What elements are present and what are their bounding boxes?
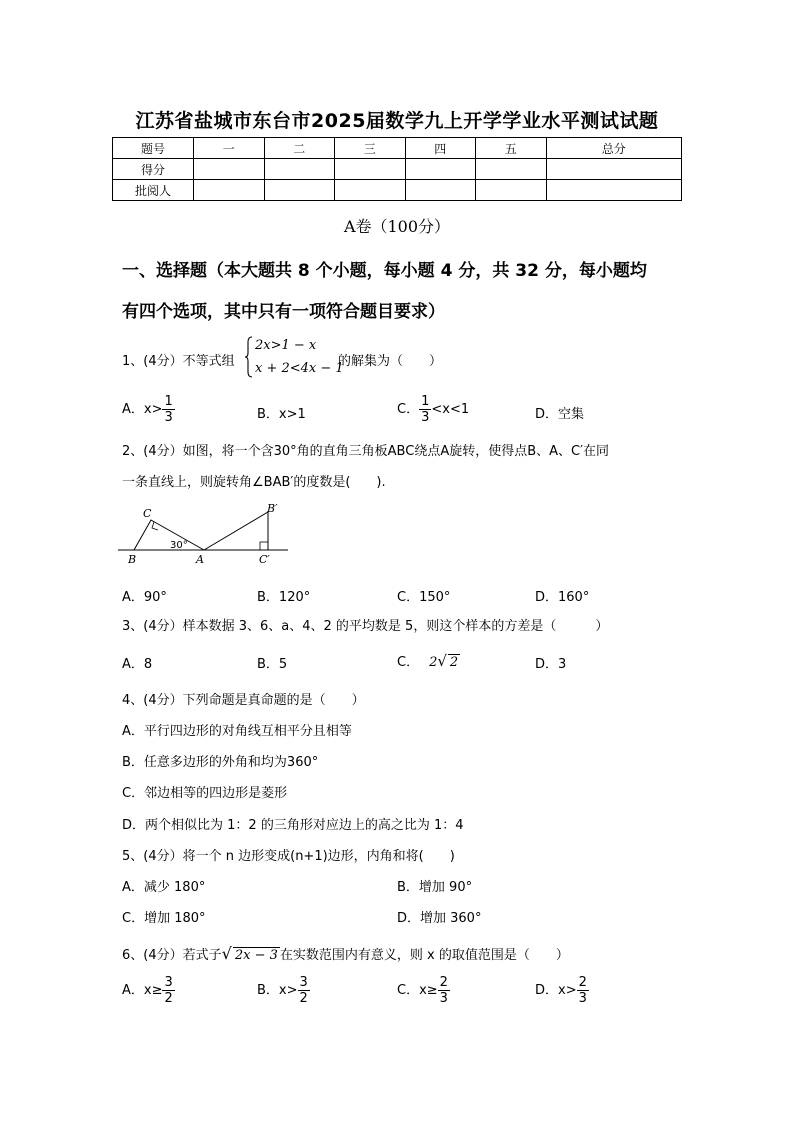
option-a[interactable] <box>122 394 175 425</box>
option-d[interactable] <box>535 975 589 1006</box>
part-heading-line1: 一、选择题（本大题共 8 个小题，每小题 4 分，共 32 分，每小题均 <box>122 261 647 281</box>
option-label: C．x≥ <box>397 983 438 998</box>
option-b[interactable]: B．增加 90° <box>397 880 473 895</box>
denominator: 3 <box>578 991 587 1006</box>
numerator: 2 <box>439 975 448 990</box>
fraction <box>298 975 310 1006</box>
table-cell <box>405 180 476 201</box>
option-a[interactable]: A．90° <box>122 590 167 605</box>
fraction <box>162 394 174 425</box>
triangle-rotation-figure <box>118 500 293 570</box>
option-b[interactable] <box>257 975 310 1006</box>
page-title: 江苏省盐城市东台市2025届数学九上开学学业水平测试试题 <box>135 110 659 132</box>
table-cell: 一 <box>194 138 265 159</box>
option-label: C． <box>397 655 420 670</box>
option-label: B．x> <box>257 983 298 998</box>
table-cell <box>546 159 682 180</box>
option-c[interactable] <box>397 651 460 670</box>
option-label: D．x> <box>535 983 577 998</box>
label-a: A <box>196 553 204 566</box>
table-row <box>113 138 682 159</box>
option-text: <x<1 <box>431 402 470 417</box>
question-2-line1: 2、(4分）如图，将一个含30°角的直角三角板ABC绕点A旋转，使得点B、A、C′在同 <box>122 444 610 459</box>
denominator: 2 <box>164 991 173 1006</box>
table-cell: 批阅人 <box>113 180 194 201</box>
option-c[interactable]: C．邻边相等的四边形是菱形 <box>122 786 288 801</box>
question-6-prefix: 6、(4分）若式子 <box>122 948 222 963</box>
option-b[interactable]: B．x>1 <box>257 407 306 422</box>
coefficient: 2 <box>429 655 438 670</box>
question-1-inequality-1: 2x>1 − x <box>255 338 317 353</box>
radical-icon: √ <box>221 944 232 963</box>
denominator: 3 <box>164 410 173 425</box>
option-b[interactable]: B．任意多边形的外角和均为360° <box>122 755 319 770</box>
table-cell <box>194 159 265 180</box>
table-cell: 五 <box>476 138 547 159</box>
question-5: 5、(4分）将一个 n 边形变成(n+1)边形，内角和将( ) <box>122 849 455 864</box>
table-cell <box>264 180 335 201</box>
numerator: 2 <box>578 975 587 990</box>
table-cell: 题号 <box>113 138 194 159</box>
option-a[interactable]: A．减少 180° <box>122 880 206 895</box>
table-cell: 得分 <box>113 159 194 180</box>
numerator: 1 <box>164 394 173 409</box>
option-d[interactable]: D．空集 <box>535 407 585 422</box>
denominator: 2 <box>299 991 308 1006</box>
option-a[interactable]: A．平行四边形的对角线互相平分且相等 <box>122 724 352 739</box>
fraction <box>162 975 174 1006</box>
table-cell <box>335 159 406 180</box>
table-cell <box>264 159 335 180</box>
section-heading: A卷（100分） <box>343 217 451 236</box>
part-heading-line2: 有四个选项，其中只有一项符合题目要求） <box>122 302 445 322</box>
table-cell <box>546 180 682 201</box>
option-c[interactable] <box>397 975 450 1006</box>
option-a[interactable] <box>122 975 175 1006</box>
score-table <box>112 137 682 201</box>
table-cell: 三 <box>335 138 406 159</box>
option-b[interactable]: B．5 <box>257 657 288 672</box>
angle-label: 30° <box>170 540 188 551</box>
fraction <box>419 394 431 425</box>
label-c-prime: C′ <box>259 553 270 566</box>
table-cell <box>476 180 547 201</box>
option-b[interactable]: B．120° <box>257 590 311 605</box>
question-4: 4、(4分）下列命题是真命题的是（ ） <box>122 693 365 708</box>
question-2-line2: 一条直线上，则旋转角∠BAB′的度数是( ). <box>122 475 386 490</box>
numerator: 3 <box>164 975 173 990</box>
table-cell <box>476 159 547 180</box>
option-a[interactable]: A．8 <box>122 657 153 672</box>
option-d[interactable]: D．增加 360° <box>397 911 482 926</box>
table-row <box>113 180 682 201</box>
table-row <box>113 159 682 180</box>
table-cell <box>194 180 265 201</box>
option-label: A．x≥ <box>122 983 163 998</box>
option-d[interactable]: D．3 <box>535 657 567 672</box>
option-c[interactable] <box>397 394 469 425</box>
numerator: 3 <box>299 975 308 990</box>
option-label: A．x> <box>122 402 163 417</box>
table-cell: 四 <box>405 138 476 159</box>
table-cell: 二 <box>264 138 335 159</box>
option-c[interactable]: C．增加 180° <box>122 911 206 926</box>
fraction <box>438 975 450 1006</box>
label-b-prime: B′ <box>267 502 278 515</box>
numerator: 1 <box>421 394 430 409</box>
option-c[interactable]: C．150° <box>397 590 451 605</box>
radicand: 2 <box>449 655 459 670</box>
radical-icon: √ <box>437 652 447 670</box>
fraction <box>577 975 589 1006</box>
denominator: 3 <box>439 991 448 1006</box>
table-cell <box>405 159 476 180</box>
question-1-prefix: 1、(4分）不等式组 <box>122 354 235 369</box>
label-b: B <box>128 553 137 566</box>
question-3: 3、(4分）样本数据 3、6、a、4、2 的平均数是 5，则这个样本的方差是（ ） <box>122 619 609 634</box>
option-d[interactable]: D．160° <box>535 590 590 605</box>
denominator: 3 <box>421 410 430 425</box>
option-d[interactable]: D．两个相似比为 1：2 的三角形对应边上的高之比为 1：4 <box>122 818 464 833</box>
option-label: C． <box>397 402 420 417</box>
brace-icon <box>244 336 254 378</box>
question-6 <box>122 944 569 963</box>
radicand: 2x − 3 <box>234 948 278 963</box>
table-cell <box>335 180 406 201</box>
table-cell: 总分 <box>546 138 682 159</box>
question-1-suffix: 的解集为（ ） <box>338 354 443 369</box>
question-1-inequality-2: x + 2<4x − 1 <box>255 361 344 376</box>
question-6-suffix: 在实数范围内有意义，则 x 的取值范围是（ ） <box>279 948 569 963</box>
label-c: C <box>143 507 152 520</box>
